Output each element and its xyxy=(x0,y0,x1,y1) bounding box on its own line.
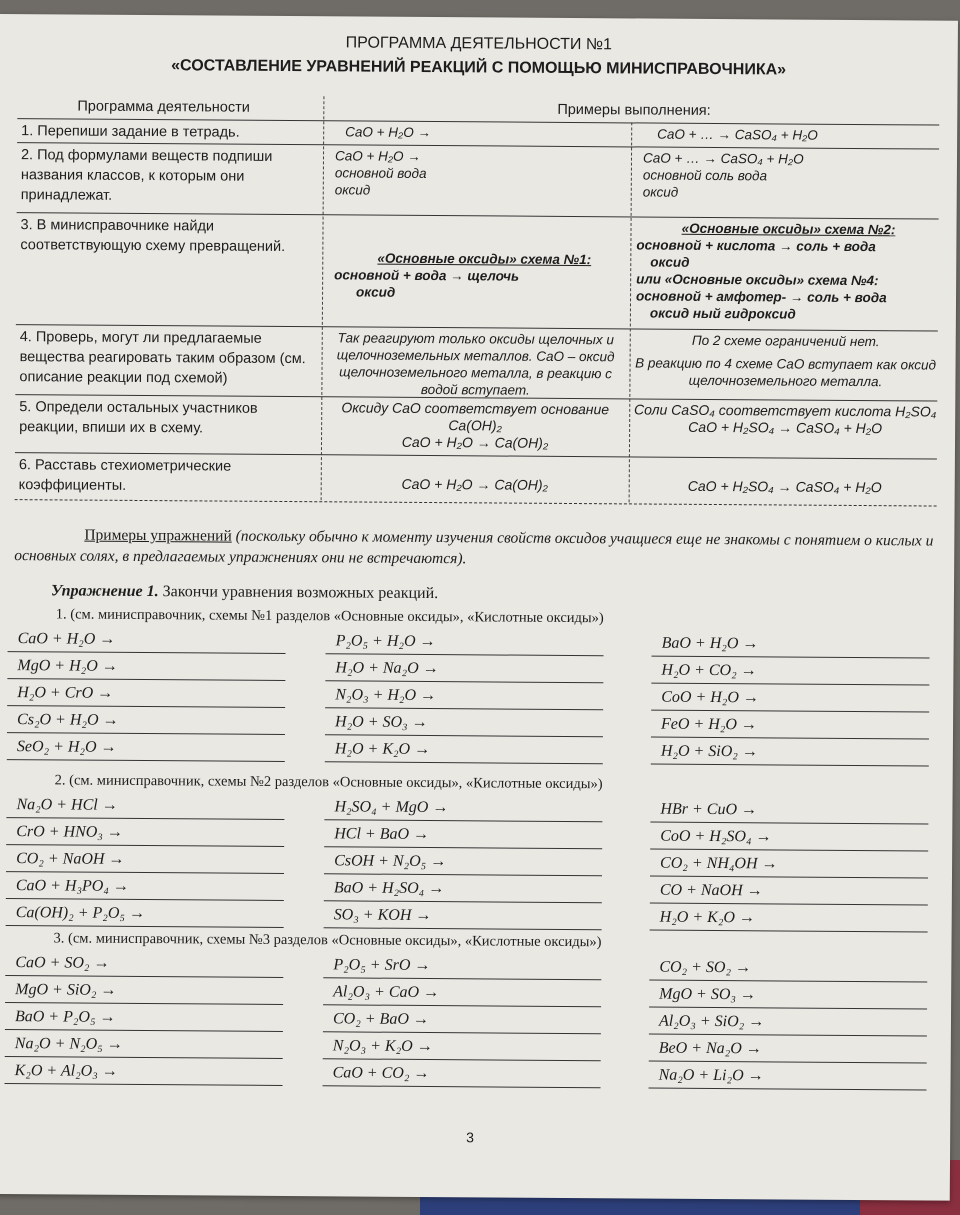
page-title: ПРОГРАММА ДЕЯТЕЛЬНОСТИ №1 xyxy=(345,34,613,54)
exercise-label: Упражнение 1. xyxy=(50,582,159,601)
equation-blank[interactable]: H₂O + SiO₂ → xyxy=(651,739,929,767)
scheme: оксид xyxy=(356,284,396,300)
example-right: CaO + … → CaSO₄ + H₂O xyxy=(657,126,818,143)
equation-blank[interactable]: BaO + P₂O₅ → xyxy=(5,1004,283,1032)
equation-blank[interactable]: Na₂O + N₂O₅ → xyxy=(5,1031,283,1059)
example-right xyxy=(633,401,937,437)
note: Оксиду CaO соответствует основание Ca(OH)₂ xyxy=(341,399,610,434)
scheme-title: «Основные оксиды» схема №2: xyxy=(681,220,896,238)
exercise-group-caption: 2. (см. минисправочник, схемы №2 разделов «Основные оксиды», «Кислотные оксиды») xyxy=(54,772,603,793)
equation-blank[interactable]: Cs₂O + H₂O → xyxy=(7,707,285,735)
example-mid: Так реагируют только оксиды щелочных и щелочноземельных металлов. CaO – оксид щелочноземельного металла, в реакцию с водой вступает. xyxy=(336,330,615,398)
equation-blank[interactable]: BeO + Na₂O → xyxy=(649,1036,927,1064)
table-row xyxy=(15,394,937,459)
table-row xyxy=(15,452,937,506)
table-row xyxy=(15,324,937,401)
equation-blank[interactable]: Al₂O₃ + SiO₂ → xyxy=(649,1009,927,1037)
class-labels: оксид xyxy=(334,182,371,198)
example-mid: CaO + H₂O → Ca(OH)₂ xyxy=(401,475,548,493)
equation-blank[interactable]: Na₂O + HCl → xyxy=(6,792,284,820)
example-mid xyxy=(335,147,635,200)
equation-blank[interactable]: H₂O + K₂O → xyxy=(650,905,928,933)
equation-blank[interactable]: CsOH + N₂O₅ → xyxy=(324,848,602,876)
section-note: (поскольку обычно к моменту изучения свойств оксидов учащиеся еще не знакомы с понятием о кислых и основных солях, в предлагаемых упражнениях они не встречаются). xyxy=(14,527,934,568)
section-heading: Примеры упражнений xyxy=(84,526,232,545)
scheme: основной + амфотер- → соль + вода xyxy=(635,288,887,306)
worksheet-page xyxy=(0,14,958,1201)
class-labels: основной соль вода xyxy=(642,167,768,184)
equation-blank[interactable]: HCl + BaO → xyxy=(324,821,602,849)
equation-blank[interactable]: CO₂ + BaO → xyxy=(323,1006,601,1034)
note: Соли CaSO₄ соответствует кислота H₂SO₄ xyxy=(633,401,937,420)
step-text: 4. Проверь, могут ли предлагаемые вещества реагировать таким образом (см. описание реакции под схемой) xyxy=(19,329,306,387)
col-program-header: Программа деятельности xyxy=(77,98,250,116)
note: В реакцию по 4 схеме CaO вступает как оксид щелочноземельного металла. xyxy=(635,355,937,390)
equation-blank[interactable]: K₂O + Al₂O₃ → xyxy=(5,1058,283,1086)
equation-blank[interactable]: Na₂O + Li₂O → xyxy=(649,1063,927,1091)
exercises-intro xyxy=(14,524,934,572)
page-subtitle: «СОСТАВЛЕНИЕ УРАВНЕНИЙ РЕАКЦИЙ С ПОМОЩЬЮ МИНИСПРАВОЧНИКА» xyxy=(171,57,787,79)
equation-blank[interactable]: BaO + H₂SO₄ → xyxy=(324,875,602,903)
step-text: 3. В минисправочнике найди соответствующую схему превращений. xyxy=(20,217,286,255)
scheme: основной + вода → щелочь xyxy=(334,267,520,284)
equation-blank[interactable]: MgO + H₂O → xyxy=(7,653,285,681)
equation-blank[interactable]: Al₂O₃ + CaO → xyxy=(323,979,601,1007)
step-text: 1. Перепиши задание в тетрадь. xyxy=(21,123,240,141)
equation-blank[interactable]: H₂O + Na₂O → xyxy=(325,655,603,683)
step-text: 5. Определи остальных участников реакции, впиши их в схему. xyxy=(19,399,258,437)
class-labels: оксид xyxy=(642,184,679,200)
class-labels: основной вода xyxy=(334,165,427,181)
equation-blank[interactable]: HBr + CuO → xyxy=(650,797,928,825)
equation-blank[interactable]: MgO + SO₃ → xyxy=(649,982,927,1010)
equation: CaO + … → CaSO₄ + H₂O xyxy=(642,150,804,167)
equation-blank[interactable]: SO₃ + KOH → xyxy=(324,902,602,930)
step-text: 2. Под формулами веществ подпиши названия классов, к которым они принадлежат. xyxy=(20,147,273,204)
table-row xyxy=(17,142,939,219)
equation-blank[interactable]: H₂O + CO₂ → xyxy=(651,658,929,686)
equation: CaO + H₂O → xyxy=(334,148,421,164)
equation-blank[interactable]: CoO + H₂SO₄ → xyxy=(650,824,928,852)
page-number: 3 xyxy=(466,1129,475,1146)
equation-blank[interactable]: CaO + H₃PO₄ → xyxy=(6,873,284,901)
scheme: основной + кислота → соль + вода xyxy=(636,237,876,255)
example-mid: CaO + H₂O → xyxy=(345,124,432,141)
activity-table xyxy=(17,94,939,496)
exercise-title xyxy=(51,582,438,603)
scheme: оксид ный гидроксид xyxy=(649,305,796,322)
equation-blank[interactable]: CO₂ + NH₄OH → xyxy=(650,851,928,879)
equation: CaO + H₂SO₄ → CaSO₄ + H₂O xyxy=(688,418,883,437)
equation-blank[interactable]: CaO + CO₂ → xyxy=(323,1060,601,1088)
equation-blank[interactable]: CO₂ + SO₂ → xyxy=(649,955,927,983)
equation-blank[interactable]: N₂O₃ + H₂O → xyxy=(325,682,603,710)
equation-blank[interactable]: CO + NaOH → xyxy=(650,878,928,906)
example-right: CaO + H₂SO₄ → CaSO₄ + H₂O xyxy=(687,477,882,496)
equation-blank[interactable]: CaO + SO₂ → xyxy=(5,950,283,978)
equation-blank[interactable]: H₂O + SO₃ → xyxy=(325,709,603,737)
exercise-group-caption: 1. (см. минисправочник, схемы №1 разделов «Основные оксиды», «Кислотные оксиды») xyxy=(55,606,604,627)
exercise-task: Закончи уравнения возможных реакций. xyxy=(158,583,439,603)
example-mid xyxy=(325,399,625,452)
example-right xyxy=(633,331,937,390)
equation-blank[interactable]: H₂O + CrO → xyxy=(7,680,285,708)
example-right xyxy=(636,219,941,323)
table-row xyxy=(16,212,939,331)
equation-blank[interactable]: CrO + HNO₃ → xyxy=(6,819,284,847)
equation-blank[interactable]: SeO₂ + H₂O → xyxy=(7,734,285,762)
equation-blank[interactable]: CoO + H₂O → xyxy=(651,685,929,713)
equation-blank[interactable]: Ca(OH)₂ + P₂O₅ → xyxy=(6,900,284,928)
equation-blank[interactable]: P₂O₅ + SrO → xyxy=(323,952,601,980)
equation-blank[interactable]: N₂O₃ + K₂O → xyxy=(323,1033,601,1061)
equation: CaO + H₂O → Ca(OH)₂ xyxy=(401,433,549,451)
equation-blank[interactable]: CO₂ + NaOH → xyxy=(6,846,284,874)
scheme: оксид xyxy=(650,254,690,270)
example-mid xyxy=(334,249,634,302)
equation-blank[interactable]: H₂SO₄ + MgO → xyxy=(324,794,602,822)
exercise-group-caption: 3. (см. минисправочник, схемы №3 разделов «Основные оксиды», «Кислотные оксиды») xyxy=(53,930,602,951)
scheme-title: или «Основные оксиды» схема №4: xyxy=(636,271,879,289)
equation-blank[interactable]: BaO + H₂O → xyxy=(652,631,930,659)
example-right xyxy=(643,149,947,202)
equation-blank[interactable]: CaO + H₂O → xyxy=(8,626,286,654)
equation-blank[interactable]: H₂O + K₂O → xyxy=(325,736,603,764)
step-text: 6. Расставь стехиометрические коэффициенты. xyxy=(18,457,232,494)
equation-blank[interactable]: MgO + SiO₂ → xyxy=(5,977,283,1005)
equation-blank[interactable]: FeO + H₂O → xyxy=(651,712,929,740)
equation-blank[interactable]: P₂O₅ + H₂O → xyxy=(326,628,604,656)
note: По 2 схеме ограничений нет. xyxy=(691,332,880,350)
col-examples-header: Примеры выполнения: xyxy=(557,101,711,119)
scheme-title: «Основные оксиды» схема №1: xyxy=(377,250,592,268)
